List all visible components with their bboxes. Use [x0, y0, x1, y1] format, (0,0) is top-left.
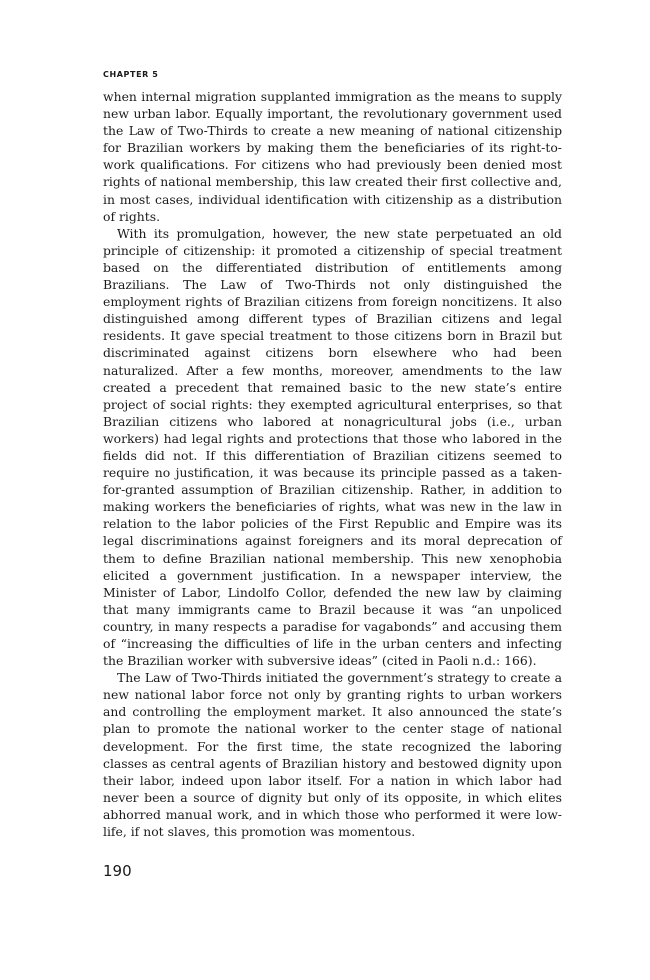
- paragraph: With its promulgation, however, the new state perpetuated an old principle of citizenship: it promoted a citizenship of special treatment based on the differentiated distribution of entitlements among Brazilians. The Law of Two-Thirds not only distinguished the employment rights of Brazilian citizens from foreign noncitizens. It also distinguished among different types of Brazilian citizens and legal residents. It gave special treatment to those citizens born in Brazil but discriminated against citizens born elsewhere who had been naturalized. After a few months, moreover, amendments to the law created a precedent that remained basic to the new state’s entire project of social rights: they exempted agricultural enterprises, so that Brazilian citizens who labored at nonagricultural jobs (i.e., urban workers) had legal rights and protections that those who labored in the fields did not. If this differentiation of Brazilian citizens seemed to require no justification, it was because its principle passed as a taken-for-granted assumption of Brazilian citizenship. Rather, in addition to making workers the beneficiaries of rights, what was new in the law in relation to the labor policies of the First Republic and Empire was its legal discriminations against foreigners and its moral deprecation of them to define Brazilian national membership. This new xenophobia elicited a government justification. In a newspaper interview, the Minister of Labor, Lindolfo Collor, defended the new law by claiming that many immigrants came to Brazil because it was “an unpoliced country, in many respects a paradise for vagabonds” and accusing them of “increasing the difficulties of life in the urban centers and infecting the Brazilian worker with subversive ideas” (cited in Paoli n.d.: 166).: [103, 225, 562, 669]
- running-head: CHAPTER 5: [103, 70, 159, 79]
- page-number: 190: [103, 862, 132, 880]
- paragraph: The Law of Two-Thirds initiated the government’s strategy to create a new national labor force not only by granting rights to urban workers and controlling the employment market. It also announced the state’s plan to promote the national worker to the center stage of national development. For the first time, the state recognized the laboring classes as central agents of Brazilian history and bestowed dignity upon their labor, indeed upon labor itself. For a nation in which labor had never been a source of dignity but only of its opposite, in which elites abhorred manual work, and in which those who performed it were low-life, if not slaves, this promotion was momentous.: [103, 670, 562, 840]
- body-text: [103, 88, 562, 840]
- page-content: [103, 70, 562, 840]
- paragraph-continuation: when internal migration supplanted immigration as the means to supply new urban labor. Equally important, the revolutionary government used the Law of Two-Thirds to create a new meaning of national citizenship for Brazilian workers by making them the beneficiaries of its right-to-work qualifications. For citizens who had previously been denied most rights of national membership, this law created their first collective and, in most cases, individual identification with citizenship as a distribution of rights.: [103, 89, 562, 224]
